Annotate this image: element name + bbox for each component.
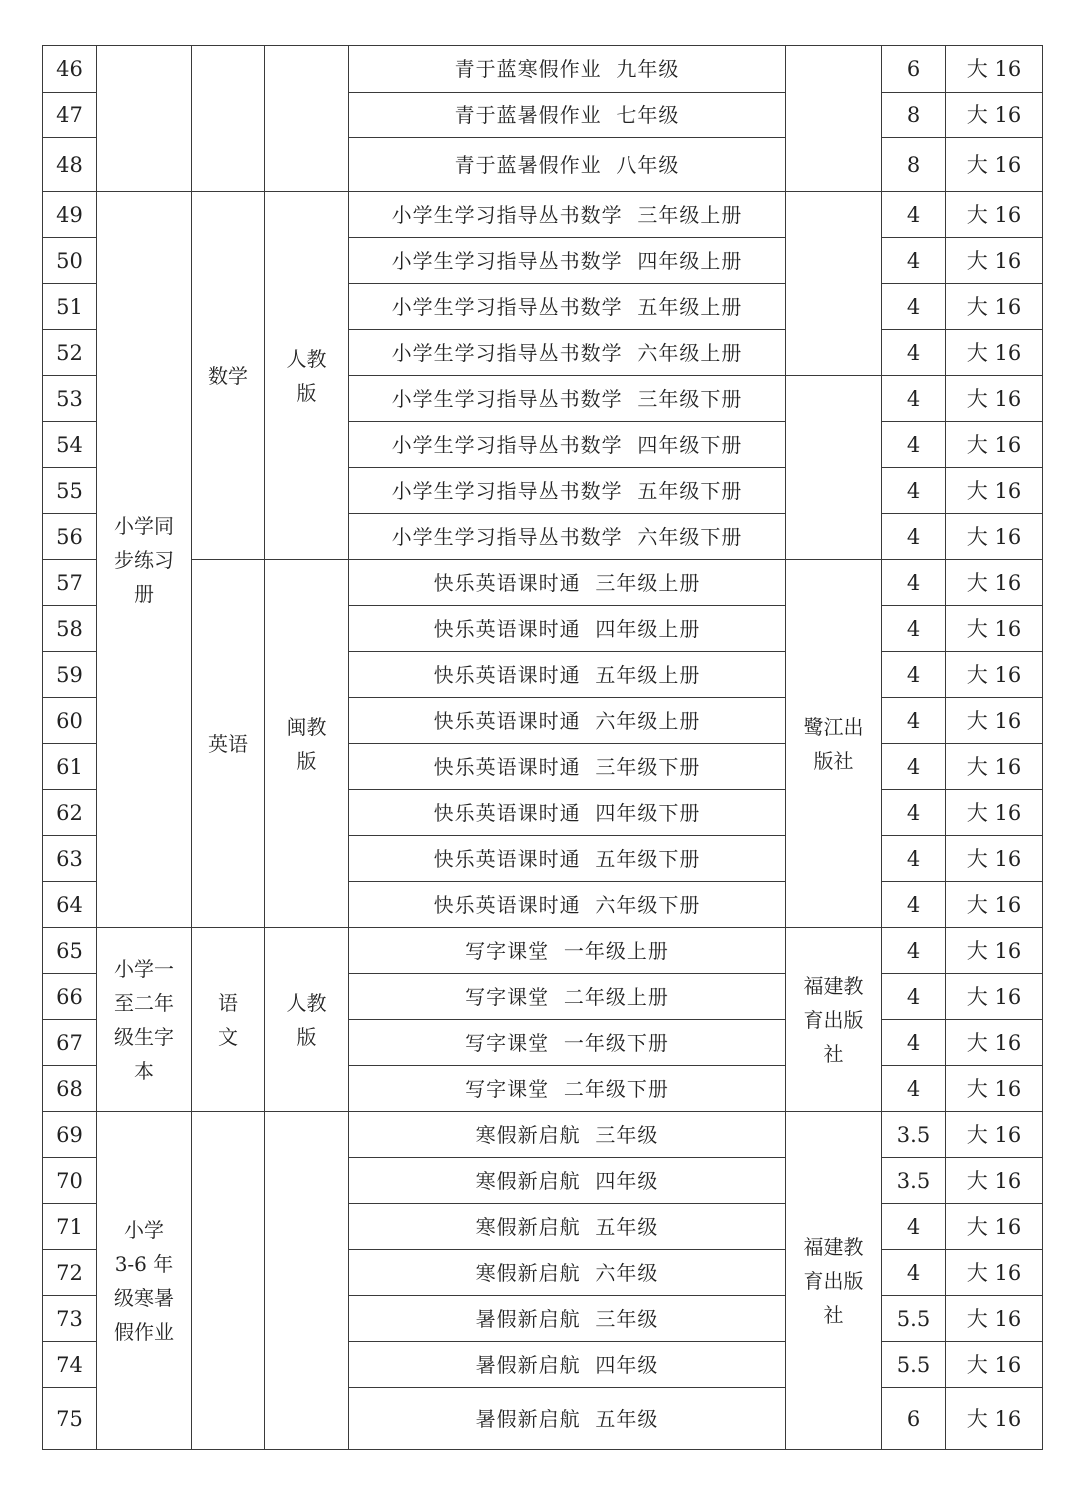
price-cell: 4 — [882, 192, 946, 238]
book-title: 快乐英语课时通 四年级下册 — [349, 790, 786, 836]
edition-cell — [265, 46, 349, 192]
table-row — [43, 192, 1043, 238]
table-row — [43, 560, 1043, 606]
price-cell: 4 — [882, 376, 946, 422]
row-number: 64 — [43, 882, 97, 928]
book-title: 写字课堂 一年级上册 — [349, 928, 786, 974]
book-title: 寒假新启航 三年级 — [349, 1112, 786, 1158]
format-cell: 大 16 — [946, 1066, 1043, 1112]
book-title: 小学生学习指导丛书数学 五年级上册 — [349, 284, 786, 330]
format-cell: 大 16 — [946, 422, 1043, 468]
book-title: 寒假新启航 六年级 — [349, 1250, 786, 1296]
format-cell: 大 16 — [946, 974, 1043, 1020]
format-cell: 大 16 — [946, 1158, 1043, 1204]
row-number: 63 — [43, 836, 97, 882]
book-title: 青于蓝寒假作业 九年级 — [349, 46, 786, 93]
book-title: 小学生学习指导丛书数学 三年级上册 — [349, 192, 786, 238]
publisher-cell: 鹭江出 版社 — [786, 560, 882, 928]
format-cell: 大 16 — [946, 928, 1043, 974]
book-title: 写字课堂 二年级上册 — [349, 974, 786, 1020]
price-cell: 6 — [882, 46, 946, 93]
publisher-cell: 福建教 育出版 社 — [786, 928, 882, 1112]
format-cell: 大 16 — [946, 652, 1043, 698]
price-cell: 4 — [882, 1066, 946, 1112]
price-cell: 6 — [882, 1388, 946, 1450]
book-title: 寒假新启航 五年级 — [349, 1204, 786, 1250]
row-number: 73 — [43, 1296, 97, 1342]
row-number: 67 — [43, 1020, 97, 1066]
format-cell: 大 16 — [946, 93, 1043, 138]
format-cell: 大 16 — [946, 698, 1043, 744]
row-number: 71 — [43, 1204, 97, 1250]
row-number: 48 — [43, 138, 97, 192]
book-title: 写字课堂 一年级下册 — [349, 1020, 786, 1066]
price-cell: 4 — [882, 1020, 946, 1066]
table-row — [43, 928, 1043, 974]
row-number: 72 — [43, 1250, 97, 1296]
row-number: 52 — [43, 330, 97, 376]
row-number: 46 — [43, 46, 97, 93]
book-title: 快乐英语课时通 三年级下册 — [349, 744, 786, 790]
row-number: 55 — [43, 468, 97, 514]
format-cell: 大 16 — [946, 330, 1043, 376]
book-title: 写字课堂 二年级下册 — [349, 1066, 786, 1112]
book-title: 寒假新启航 四年级 — [349, 1158, 786, 1204]
edition-cell — [265, 1112, 349, 1450]
price-cell: 4 — [882, 468, 946, 514]
format-cell: 大 16 — [946, 1204, 1043, 1250]
price-cell: 4 — [882, 836, 946, 882]
subject-cell: 英语 — [192, 560, 265, 928]
book-title: 小学生学习指导丛书数学 六年级上册 — [349, 330, 786, 376]
subject-cell — [192, 1112, 265, 1450]
price-cell: 4 — [882, 652, 946, 698]
format-cell: 大 16 — [946, 790, 1043, 836]
price-cell: 4 — [882, 882, 946, 928]
price-cell: 4 — [882, 284, 946, 330]
price-cell: 5.5 — [882, 1342, 946, 1388]
format-cell: 大 16 — [946, 560, 1043, 606]
price-cell: 4 — [882, 790, 946, 836]
row-number: 50 — [43, 238, 97, 284]
format-cell: 大 16 — [946, 1020, 1043, 1066]
price-cell: 4 — [882, 606, 946, 652]
format-cell: 大 16 — [946, 1296, 1043, 1342]
table-row — [43, 46, 1043, 93]
book-title: 暑假新启航 五年级 — [349, 1388, 786, 1450]
publisher-cell — [786, 46, 882, 192]
edition-cell: 闽教 版 — [265, 560, 349, 928]
book-title: 青于蓝暑假作业 七年级 — [349, 93, 786, 138]
format-cell: 大 16 — [946, 284, 1043, 330]
row-number: 65 — [43, 928, 97, 974]
format-cell: 大 16 — [946, 46, 1043, 93]
row-number: 70 — [43, 1158, 97, 1204]
price-cell: 4 — [882, 1250, 946, 1296]
row-number: 61 — [43, 744, 97, 790]
publisher-cell — [786, 376, 882, 560]
edition-cell: 人教 版 — [265, 192, 349, 560]
edition-cell: 人教 版 — [265, 928, 349, 1112]
series-group-cell: 小学 3-6 年 级寒暑 假作业 — [97, 1112, 192, 1450]
book-title: 快乐英语课时通 四年级上册 — [349, 606, 786, 652]
price-cell: 4 — [882, 974, 946, 1020]
row-number: 75 — [43, 1388, 97, 1450]
subject-cell: 数学 — [192, 192, 265, 560]
format-cell: 大 16 — [946, 514, 1043, 560]
row-number: 62 — [43, 790, 97, 836]
row-number: 47 — [43, 93, 97, 138]
row-number: 69 — [43, 1112, 97, 1158]
format-cell: 大 16 — [946, 1112, 1043, 1158]
price-cell: 4 — [882, 698, 946, 744]
series-group-cell — [97, 46, 192, 192]
price-cell: 4 — [882, 1204, 946, 1250]
series-group-cell: 小学一 至二年 级生字 本 — [97, 928, 192, 1112]
price-cell: 5.5 — [882, 1296, 946, 1342]
row-number: 53 — [43, 376, 97, 422]
book-title: 快乐英语课时通 六年级上册 — [349, 698, 786, 744]
row-number: 59 — [43, 652, 97, 698]
row-number: 49 — [43, 192, 97, 238]
format-cell: 大 16 — [946, 376, 1043, 422]
format-cell: 大 16 — [946, 1342, 1043, 1388]
publisher-cell — [786, 192, 882, 376]
price-cell: 3.5 — [882, 1158, 946, 1204]
series-group-cell: 小学同 步练习 册 — [97, 192, 192, 928]
row-number: 60 — [43, 698, 97, 744]
book-title: 快乐英语课时通 六年级下册 — [349, 882, 786, 928]
price-cell: 8 — [882, 138, 946, 192]
book-title: 小学生学习指导丛书数学 六年级下册 — [349, 514, 786, 560]
table-row — [43, 1112, 1043, 1158]
row-number: 56 — [43, 514, 97, 560]
subject-cell: 语 文 — [192, 928, 265, 1112]
price-cell: 4 — [882, 422, 946, 468]
row-number: 54 — [43, 422, 97, 468]
book-title: 快乐英语课时通 五年级上册 — [349, 652, 786, 698]
price-cell: 8 — [882, 93, 946, 138]
catalog-table — [42, 45, 1043, 1450]
book-title: 暑假新启航 三年级 — [349, 1296, 786, 1342]
format-cell: 大 16 — [946, 468, 1043, 514]
format-cell: 大 16 — [946, 138, 1043, 192]
book-title: 小学生学习指导丛书数学 五年级下册 — [349, 468, 786, 514]
subject-cell — [192, 46, 265, 192]
price-cell: 3.5 — [882, 1112, 946, 1158]
row-number: 66 — [43, 974, 97, 1020]
price-cell: 4 — [882, 514, 946, 560]
format-cell: 大 16 — [946, 1250, 1043, 1296]
book-title: 快乐英语课时通 五年级下册 — [349, 836, 786, 882]
price-cell: 4 — [882, 560, 946, 606]
row-number: 58 — [43, 606, 97, 652]
row-number: 68 — [43, 1066, 97, 1112]
row-number: 74 — [43, 1342, 97, 1388]
row-number: 51 — [43, 284, 97, 330]
book-title: 暑假新启航 四年级 — [349, 1342, 786, 1388]
book-title: 青于蓝暑假作业 八年级 — [349, 138, 786, 192]
format-cell: 大 16 — [946, 238, 1043, 284]
format-cell: 大 16 — [946, 744, 1043, 790]
publisher-cell: 福建教 育出版 社 — [786, 1112, 882, 1450]
format-cell: 大 16 — [946, 606, 1043, 652]
price-cell: 4 — [882, 238, 946, 284]
book-title: 快乐英语课时通 三年级上册 — [349, 560, 786, 606]
row-number: 57 — [43, 560, 97, 606]
price-cell: 4 — [882, 744, 946, 790]
price-cell: 4 — [882, 928, 946, 974]
format-cell: 大 16 — [946, 836, 1043, 882]
book-title: 小学生学习指导丛书数学 三年级下册 — [349, 376, 786, 422]
format-cell: 大 16 — [946, 882, 1043, 928]
price-cell: 4 — [882, 330, 946, 376]
format-cell: 大 16 — [946, 1388, 1043, 1450]
book-title: 小学生学习指导丛书数学 四年级上册 — [349, 238, 786, 284]
format-cell: 大 16 — [946, 192, 1043, 238]
book-title: 小学生学习指导丛书数学 四年级下册 — [349, 422, 786, 468]
